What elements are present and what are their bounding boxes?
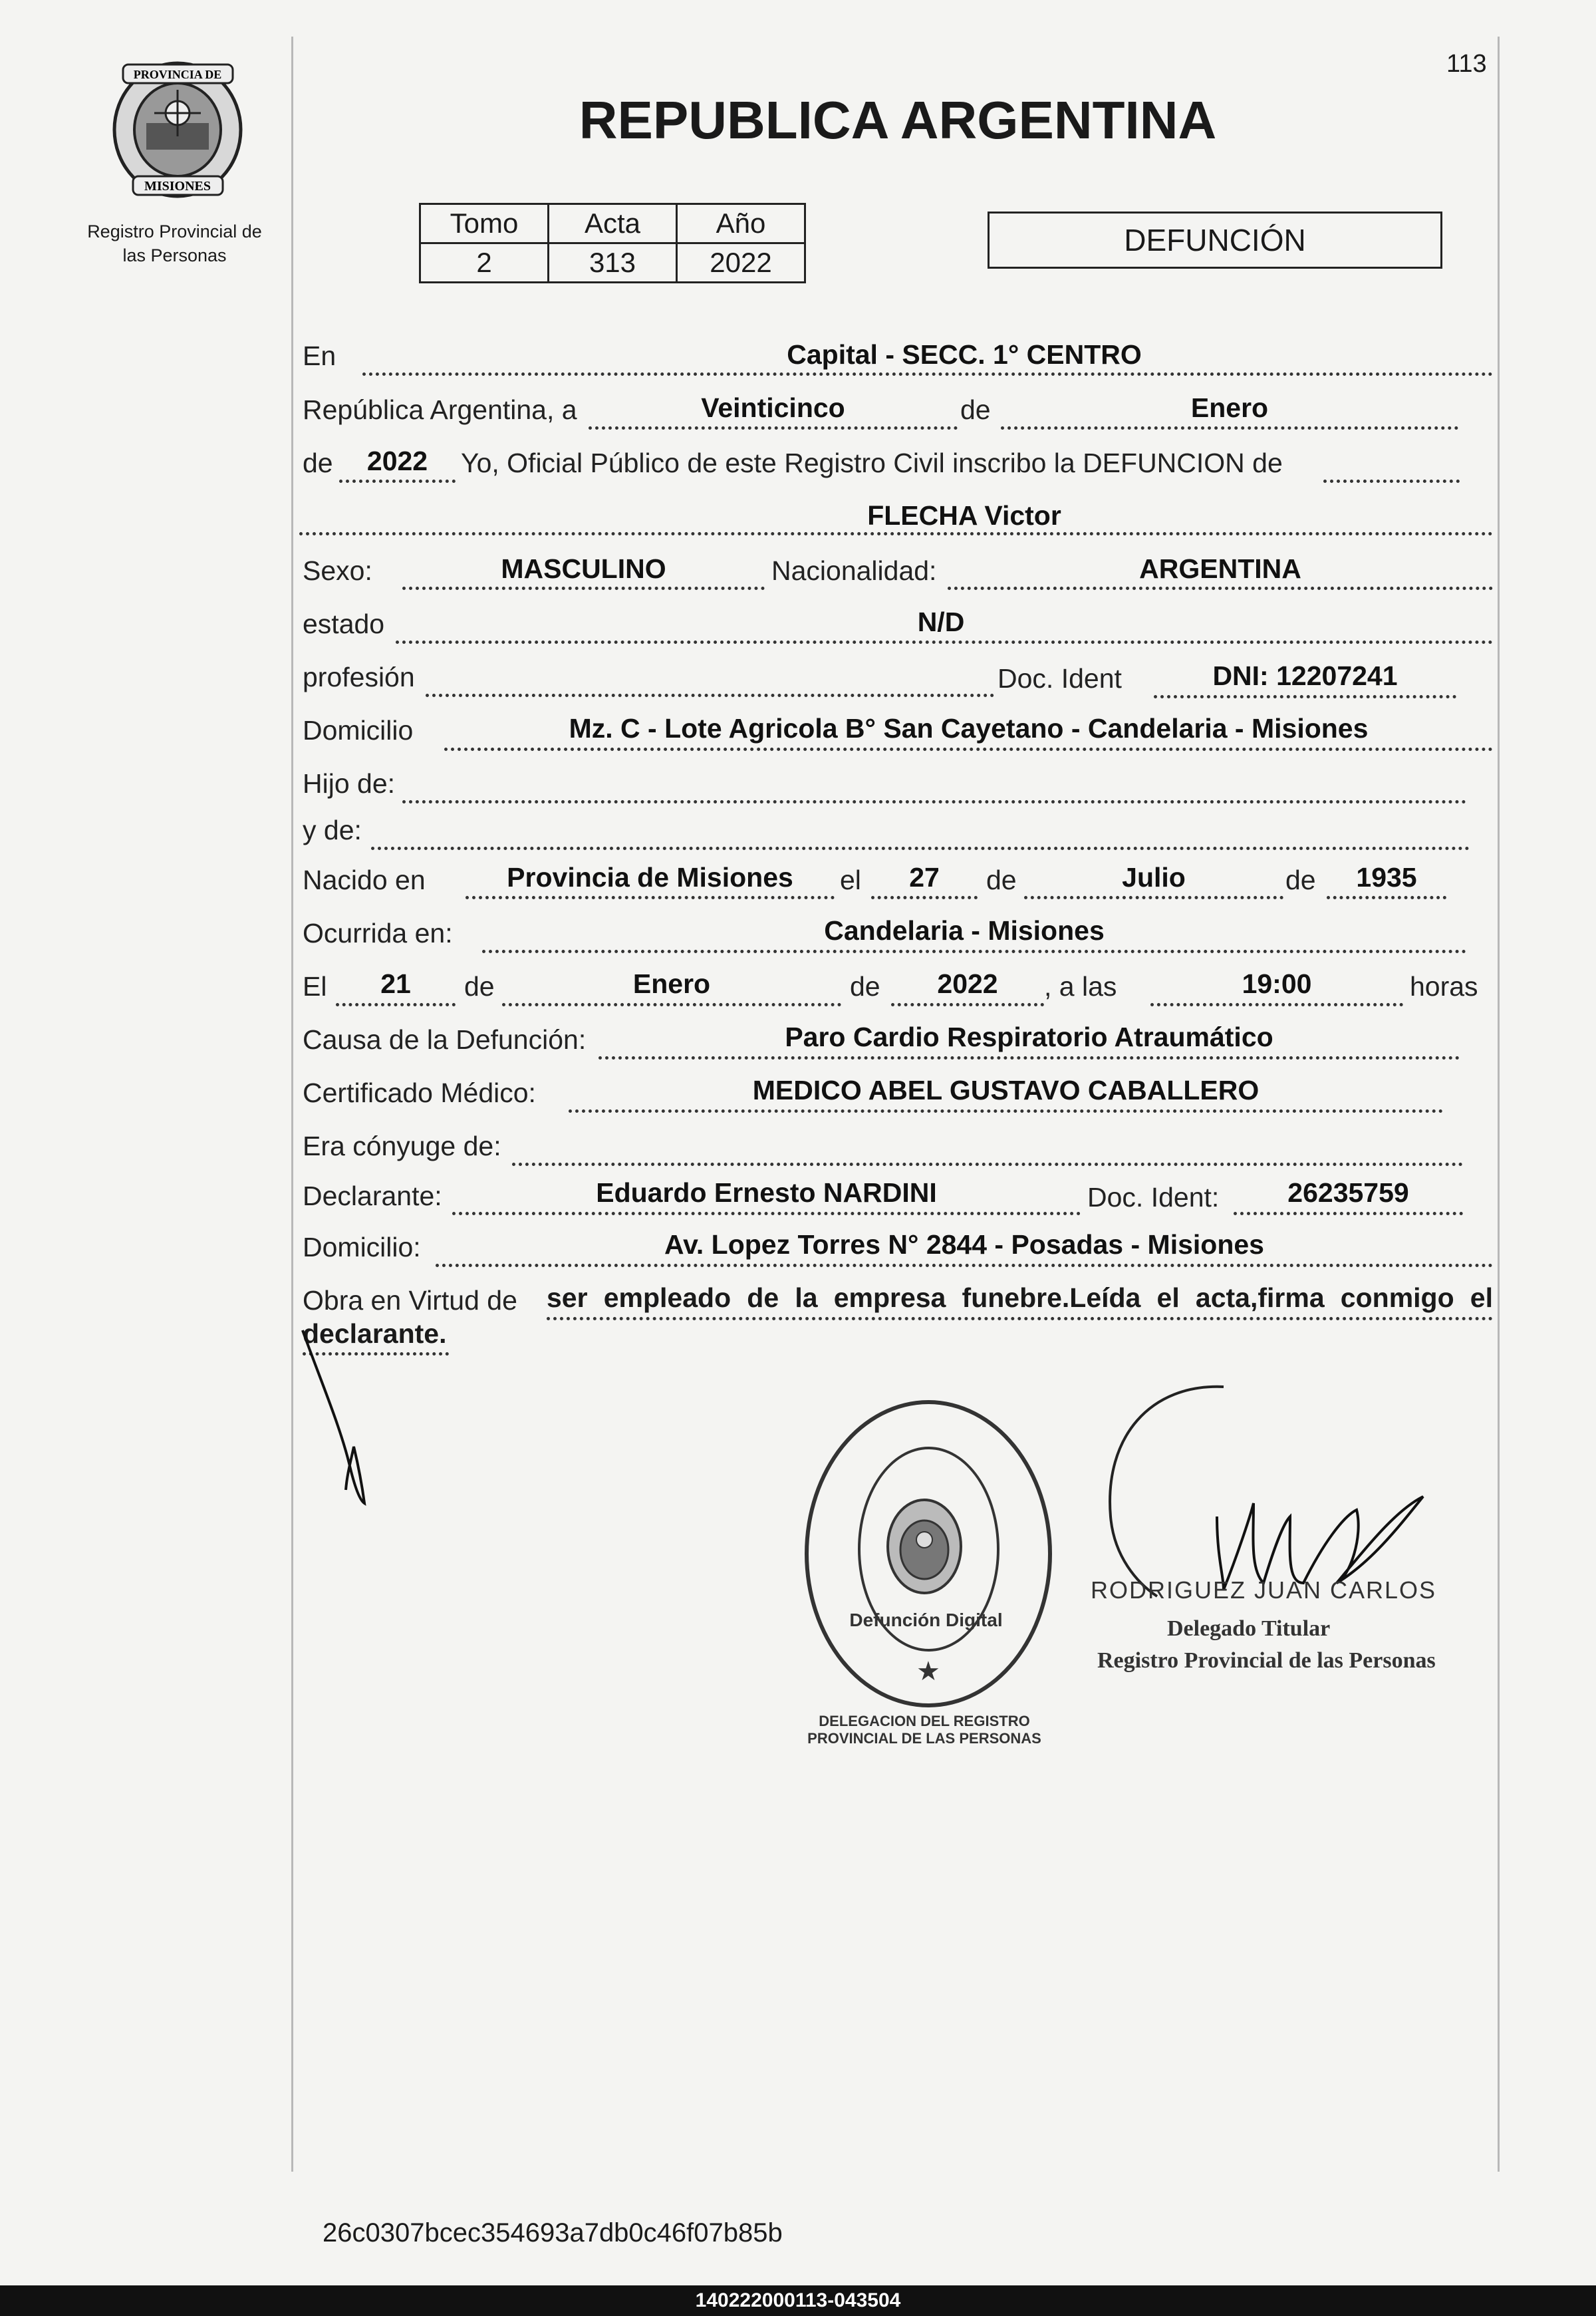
deceased-name-line [299,532,1493,535]
profesion-line [426,694,994,697]
decl-domicilio-line [436,1264,1493,1267]
value-anio: 2022 [677,243,805,283]
doc-ident-label: Doc. Ident [998,663,1122,694]
estado-label: estado [303,609,385,639]
domicilio-value: Mz. C - Lote Agricola B° San Cayetano - Candelaria - Misiones [569,713,1369,744]
decl-domicilio-value: Av. Lopez Torres N° 2844 - Posadas - Misiones [664,1229,1264,1260]
sexo-line [402,587,765,590]
doc-ident-line [1154,695,1456,698]
death-year-line [891,1003,1044,1006]
decl-doc-value: 26235759 [1287,1177,1409,1208]
deceased-name: FLECHA Victor [867,500,1061,531]
province-seal-icon [106,50,249,203]
death-time-value: 19:00 [1242,968,1312,999]
official-office: Registro Provincial de las Personas [1097,1648,1436,1673]
profesion-label: profesión [303,662,415,692]
obra-value-line2: declarante. [303,1318,447,1349]
en-value: Capital - SECC. 1° CENTRO [787,339,1142,370]
domicilio-line [444,748,1493,751]
registry-name-line1: Registro Provincial de [87,221,262,241]
en-label: En [303,341,336,371]
certificado-line [569,1109,1443,1113]
value-tomo: 2 [420,243,549,283]
death-month-value: Enero [632,968,711,999]
document-hash: 26c0307bcec354693a7db0c46f07b85b [323,2218,783,2247]
death-day-line [336,1003,456,1006]
day-words-line [589,426,958,430]
el-label: el [840,865,861,895]
month-value: Enero [1190,392,1269,423]
hijo-label: Hijo de: [303,768,396,799]
obra-label: Obra en Virtud de [303,1285,517,1316]
ocurrida-label: Ocurrida en: [303,918,453,948]
birth-year-line [1327,896,1446,899]
conyuge-label: Era cónyuge de: [303,1131,501,1161]
sexo-value: MASCULINO [501,553,666,584]
registry-name-line2: las Personas [122,245,227,265]
certificado-value: MEDICO ABEL GUSTAVO CABALLERO [752,1075,1260,1105]
yde-label: y de: [303,815,362,845]
record-table-value-row [420,243,805,283]
en-line [362,372,1493,376]
nacionalidad-value: ARGENTINA [1139,553,1301,584]
causa-label: Causa de la Defunción: [303,1024,587,1055]
page-title: REPUBLICA ARGENTINA [579,90,1217,150]
horas-label: horas [1410,971,1478,1002]
de-label-3: de [986,865,1017,895]
nacionalidad-label: Nacionalidad: [771,555,937,586]
causa-line [598,1056,1460,1060]
record-table [419,203,806,283]
barcode-footer: 140222000113-043504 [0,2285,1596,2316]
nacido-en-line [466,896,835,899]
header-anio: Año [677,204,805,243]
birth-month-line [1024,896,1283,899]
yo-statement: Yo, Oficial Público de este Registro Civil inscribo la DEFUNCION de [461,448,1283,478]
ocurrida-line [482,950,1466,953]
de-label-6: de [850,971,880,1002]
left-margin-line [291,37,293,2172]
nacionalidad-line [948,587,1493,590]
decl-doc-label: Doc. Ident: [1087,1182,1220,1213]
declarante-value: Eduardo Ernesto NARDINI [596,1177,937,1208]
nacido-label: Nacido en [303,865,426,895]
page-number: 113 [1446,50,1487,78]
de-label-1: de [960,394,991,425]
record-type-box: DEFUNCIÓN [988,212,1442,269]
decl-doc-line [1234,1212,1463,1215]
death-time-line [1150,1003,1403,1006]
death-month-line [502,1003,841,1006]
day-words-value: Veinticinco [701,392,845,423]
nacido-en-value: Provincia de Misiones [507,862,793,893]
birth-day-value: 27 [909,862,940,893]
causa-value: Paro Cardio Respiratorio Atraumático [785,1022,1273,1052]
year-line [339,480,456,483]
doc-ident-value: DNI: 12207241 [1212,660,1398,691]
header-acta: Acta [549,204,677,243]
death-day-value: 21 [380,968,411,999]
stamp-star-icon: ★ [916,1657,940,1686]
svg-text:PROVINCIA DE: PROVINCIA DE [133,68,222,81]
conyuge-line [512,1163,1463,1166]
stamp-emblem-icon [884,1497,964,1596]
value-acta: 313 [549,243,677,283]
declarante-label: Declarante: [303,1181,442,1211]
El-label: El [303,971,327,1002]
month-line [1001,426,1458,430]
domicilio-label: Domicilio [303,715,414,746]
republica-label: República Argentina, a [303,394,577,425]
birth-year-value: 1935 [1356,862,1417,893]
yde-line [371,847,1470,850]
record-table-header-row [420,204,805,243]
ocurrida-value: Candelaria - Misiones [824,915,1105,946]
sexo-label: Sexo: [303,555,372,586]
stamp-ring-text: DELEGACION DEL REGISTRO PROVINCIAL DE LAS PERSONAS [807,1713,1041,1747]
death-year-value: 2022 [937,968,998,999]
de-label-4: de [1285,865,1316,895]
official-title: Delegado Titular [1167,1616,1331,1641]
birth-day-line [871,896,978,899]
svg-text:MISIONES: MISIONES [144,179,211,194]
hijo-line [402,800,1466,803]
certificado-label: Certificado Médico: [303,1078,536,1108]
obra-value-line1: ser empleado de la empresa funebre.Leída el acta,firma conmigo el [547,1282,1493,1313]
right-margin-line [1498,37,1500,2172]
official-name: RODRIGUEZ JUAN CARLOS [1091,1576,1437,1604]
decl-domicilio-label: Domicilio: [303,1232,421,1262]
header-tomo: Tomo [420,204,549,243]
declarante-line [452,1212,1081,1215]
de-label-2: de [303,448,333,478]
alas-label: , a las [1044,971,1117,1002]
stamp-center-text: Defunción Digital [849,1610,1003,1630]
declarant-signature [293,1324,392,1510]
year-value: 2022 [366,446,428,476]
obra-line-1 [547,1317,1493,1320]
yo-trailing-line [1323,480,1460,483]
estado-line [396,641,1493,644]
estado-value: N/D [917,607,965,637]
de-label-5: de [464,971,495,1002]
birth-month-value: Julio [1122,862,1186,893]
